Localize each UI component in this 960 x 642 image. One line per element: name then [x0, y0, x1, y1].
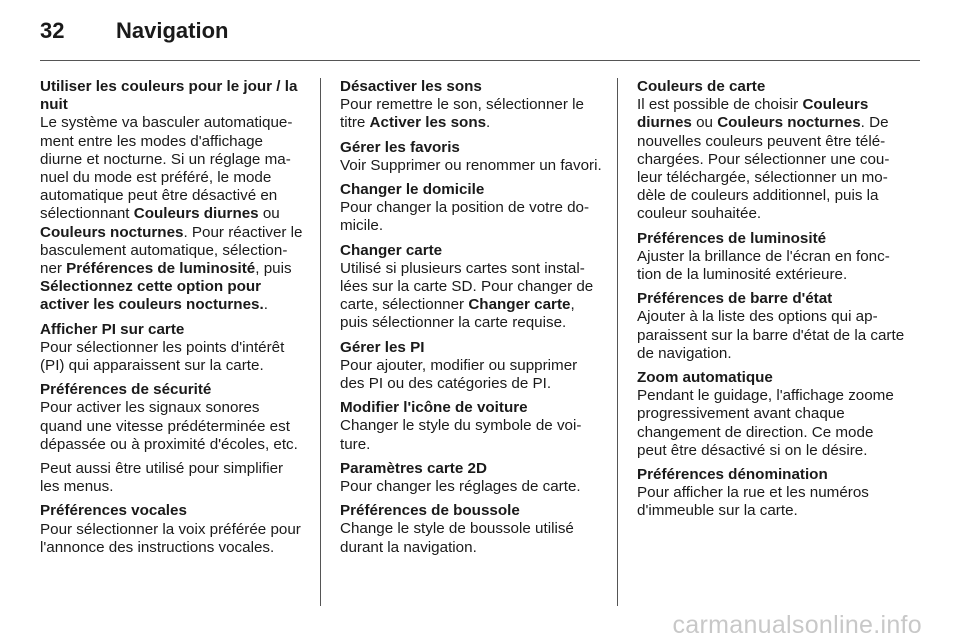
section: [637, 78, 905, 224]
section-body: [340, 417, 604, 453]
body-text: Utilisé si plusieurs cartes sont installées sur la carte SD. Pour changer de carte, sélectionner: [340, 259, 594, 314]
body-text: Pour activer les signaux sonores quand une vitesse prédéterminée est dépassée ou à proximité d'écoles, etc.: [40, 399, 298, 453]
bold-term: Activer les sons: [369, 114, 487, 132]
body-text: Voir Supprimer ou renommer un favori.: [340, 156, 602, 174]
body-text: Ajuster la brillance de l'écran en fonction de la luminosité extérieure.: [637, 247, 890, 284]
section-title: Préférences de luminosité: [637, 229, 827, 247]
body-text: . De nouvelles couleurs peuvent être téléchargées. Pour sélectionner une couleur téléchargée, sélectionner un modèle de couleurs additionnel, puis la couleur souhaitée.: [637, 114, 890, 223]
section-title: Préférences de barre d'état: [637, 290, 833, 308]
body-text: . Pour réactiver le basculement automatique, sélectionner: [40, 223, 303, 278]
section: [340, 139, 604, 175]
section-body: [340, 478, 604, 496]
body-text: Pour ajouter, modifier ou supprimer des PI ou des catégories de PI.: [340, 356, 578, 393]
bold-term: Couleurs diurnes: [637, 96, 869, 132]
section-body: [340, 157, 604, 175]
bold-term: Couleurs nocturnes: [717, 114, 861, 132]
body-text: ou: [691, 114, 718, 132]
section-title: Gérer les PI: [340, 338, 425, 356]
section-body: [340, 199, 604, 235]
body-text: Pour remettre le son, sélectionner le titre: [340, 96, 584, 132]
body-text: Il est possible de choisir: [637, 96, 803, 114]
section-title: Couleurs de carte: [637, 78, 766, 95]
section-body: [340, 260, 604, 333]
column-2: [340, 78, 604, 563]
bold-term: Couleurs diurnes: [133, 205, 259, 223]
body-text: Change le style de boussole utilisé durant la navigation.: [340, 520, 574, 556]
section: [40, 381, 304, 496]
section: [340, 339, 604, 394]
section-body: [40, 114, 304, 314]
section: [637, 466, 905, 521]
section-body: [637, 484, 905, 520]
body-text: Le système va basculer automatiquement entre les modes d'affichage diurne et nocturne. Si un réglage manuel du mode est préféré, le mode automatique peut être désactivé en sélectionnant: [40, 114, 293, 223]
section-title: Préférences dénomination: [637, 466, 828, 484]
section-title: Changer le domicile: [340, 181, 485, 199]
bold-term: Sélectionnez cette option pour activer les couleurs nocturnes.: [40, 278, 264, 314]
section-title: Préférences vocales: [40, 502, 187, 520]
section: [40, 78, 304, 315]
body-text: Pendant le guidage, l'affichage zoome progressivement avant chaque changement de direction. Ce mode peut être désactivé si on le désire.: [637, 387, 894, 459]
body-text: Pour sélectionner la voix préférée pour l'annonce des instructions vocales.: [40, 520, 301, 556]
body-text: Pour afficher la rue et les numéros d'immeuble sur la carte.: [637, 484, 869, 520]
section-title: Utiliser les couleurs pour le jour / la nuit: [40, 78, 298, 114]
section-title: Paramètres carte 2D: [340, 459, 487, 477]
page-title: Navigation: [116, 18, 229, 43]
section: [40, 321, 304, 376]
page-header: [40, 18, 228, 48]
page-number: 32: [40, 18, 65, 43]
body-text: Changer le style du symbole de voiture.: [340, 417, 582, 453]
section: [340, 181, 604, 236]
body-text: Ajouter à la liste des options qui apparaissent sur la barre d'état de la carte de navigation.: [637, 308, 905, 362]
section-body: [40, 399, 304, 454]
section-title: Désactiver les sons: [340, 78, 482, 95]
body-text: , puis: [255, 260, 292, 278]
section: [340, 460, 604, 496]
column-1: [40, 78, 304, 563]
section-body: [40, 521, 304, 557]
body-text: , puis sélectionner la carte requise.: [340, 296, 575, 332]
section: [637, 290, 905, 363]
section: [637, 230, 905, 285]
section: [340, 242, 604, 333]
column-divider-2: [617, 78, 618, 606]
section-body: [637, 308, 905, 363]
section-body: [637, 248, 905, 284]
body-text: Pour sélectionner les points d'intérêt (PI) qui apparaissent sur la carte.: [40, 338, 285, 375]
section-title: Afficher PI sur carte: [40, 320, 185, 338]
body-text: Pour changer la position de votre domicile.: [340, 199, 590, 235]
section-body: [340, 357, 604, 393]
section-title: Préférences de sécurité: [40, 381, 212, 399]
section: [340, 78, 604, 133]
section: [40, 502, 304, 557]
section: [340, 502, 604, 557]
body-text: .: [263, 296, 268, 314]
section-body: [340, 520, 604, 556]
watermark: carmanualsonline.info: [672, 611, 922, 639]
section-body: [40, 339, 304, 375]
header-divider: [40, 60, 920, 61]
section-body: [340, 96, 604, 132]
section: [637, 369, 905, 460]
section-title: Zoom automatique: [637, 369, 773, 387]
body-text: .: [486, 114, 491, 132]
section-title: Gérer les favoris: [340, 138, 460, 156]
bold-term: Changer carte: [468, 296, 571, 314]
section-body: [637, 96, 905, 223]
column-divider-1: [320, 78, 321, 606]
section-body-extra: Peut aussi être utilisé pour simplifier les menus.: [40, 460, 284, 496]
column-3: [637, 78, 905, 527]
section-body: [637, 387, 905, 460]
section-title: Changer carte: [340, 241, 443, 259]
bold-term: Préférences de luminosité: [66, 260, 256, 278]
section-title: Préférences de boussole: [340, 502, 520, 520]
body-text: ou: [258, 205, 280, 223]
body-text: Pour changer les réglages de carte.: [340, 478, 581, 496]
section: [340, 399, 604, 454]
bold-term: Couleurs nocturnes: [40, 223, 184, 241]
section-title: Modifier l'icône de voiture: [340, 399, 528, 417]
